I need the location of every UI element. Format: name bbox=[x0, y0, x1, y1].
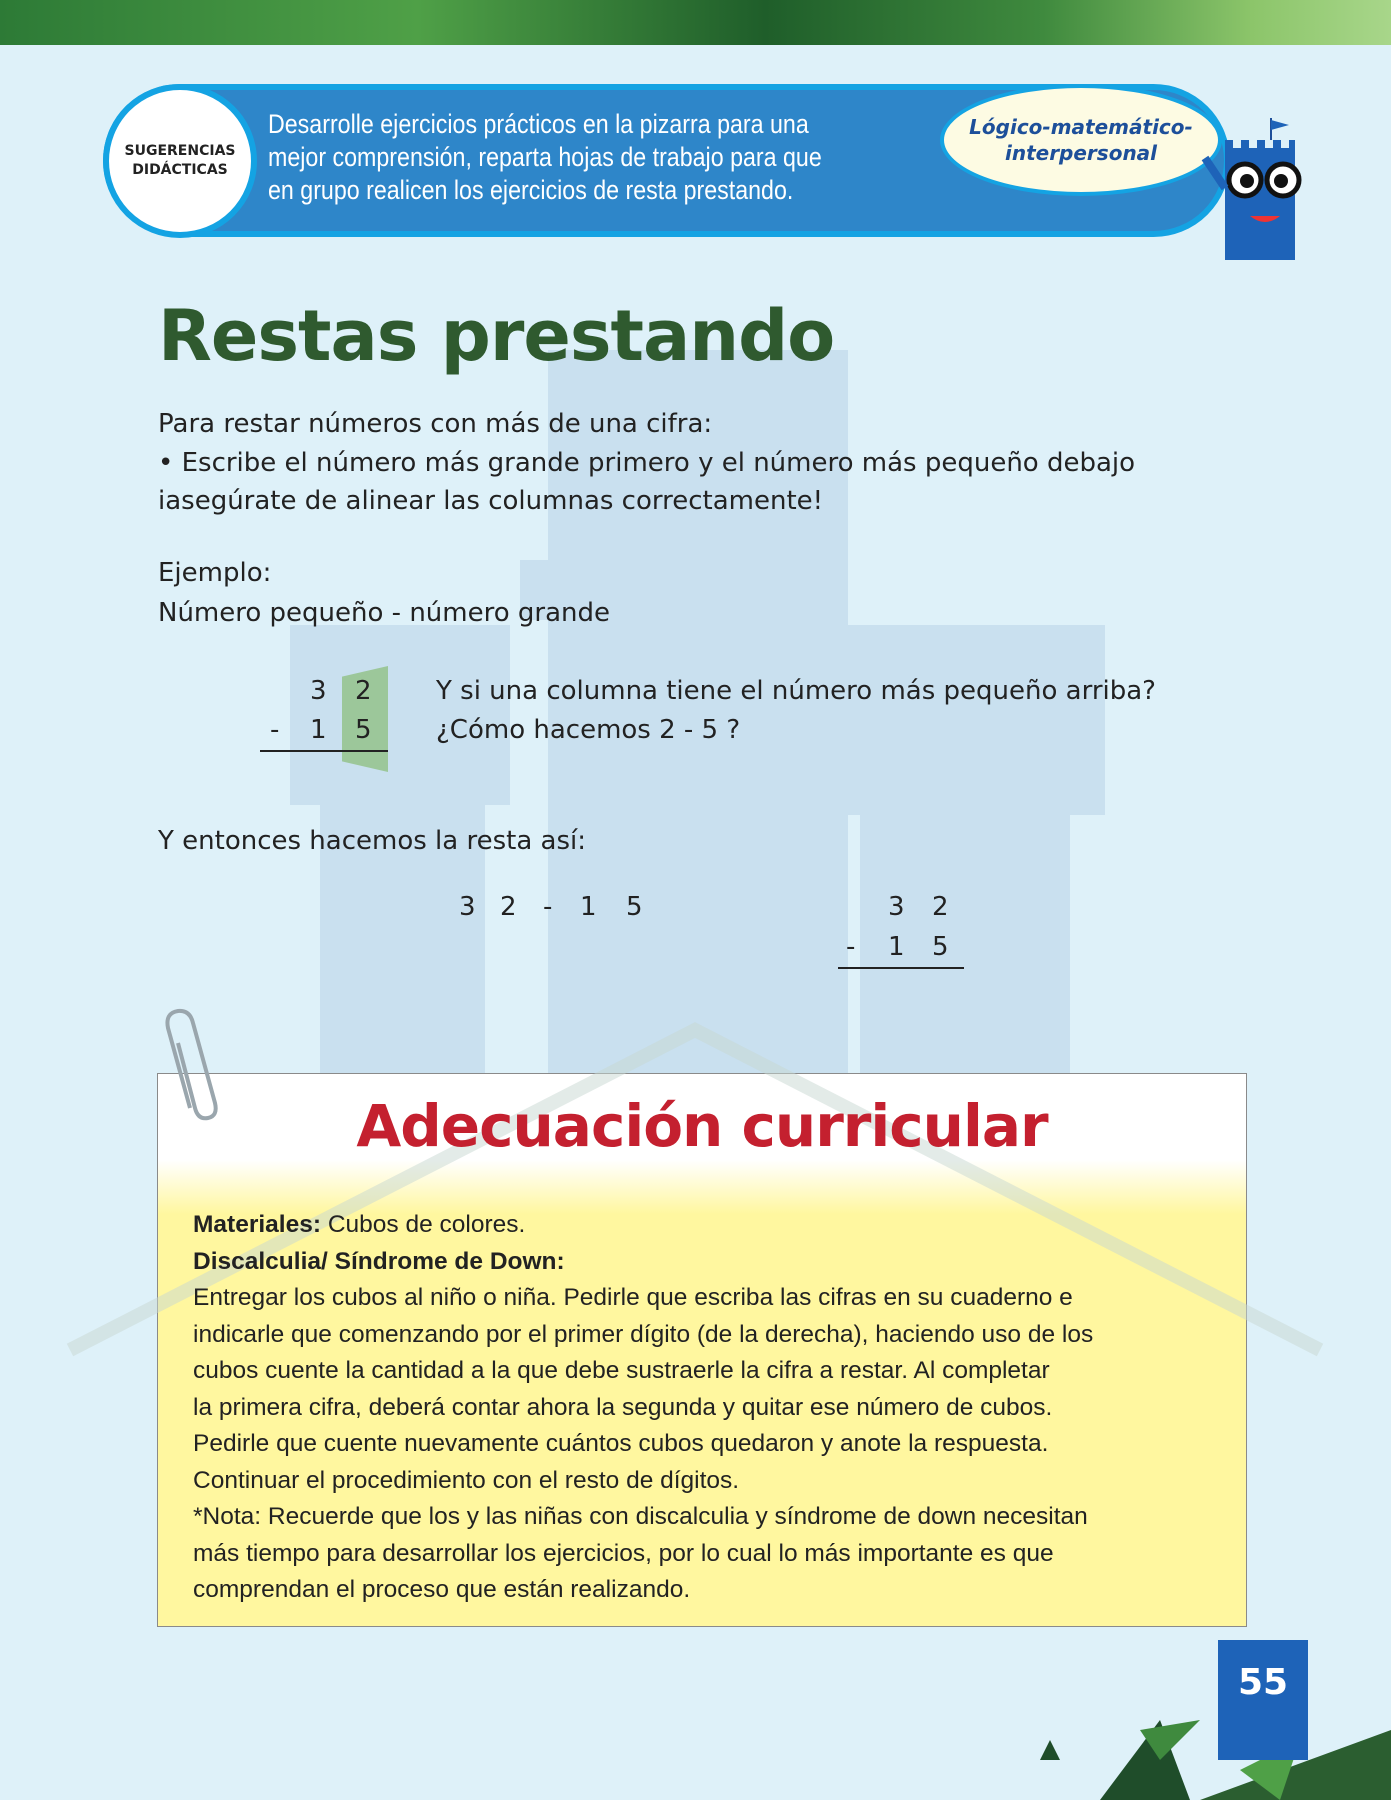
digit: 1 bbox=[888, 932, 905, 962]
decorative-triangles bbox=[1040, 1700, 1391, 1800]
condition-label: Discalculia/ Síndrome de Down: bbox=[193, 1247, 565, 1275]
then-label: Y entonces hacemos la resta así: bbox=[158, 826, 586, 856]
page-number-badge bbox=[1218, 1640, 1308, 1760]
suggestions-text bbox=[268, 108, 822, 207]
body-line: comprendan el proceso que están realizando. bbox=[193, 1576, 691, 1603]
digit: 3 bbox=[310, 676, 327, 706]
castle-mascot-icon bbox=[1195, 118, 1310, 260]
digit: 1 bbox=[580, 892, 597, 922]
curricular-title: Adecuación curricular bbox=[356, 1092, 1048, 1160]
suggestions-label bbox=[103, 84, 257, 238]
tag-line1: Lógico-matemático- bbox=[969, 115, 1193, 139]
example-subtitle: Número pequeño - número grande bbox=[158, 598, 610, 628]
digit: 2 bbox=[932, 892, 949, 922]
materials-value: Cubos de colores. bbox=[321, 1211, 526, 1238]
digit: 3 bbox=[459, 892, 476, 922]
digit: 2 bbox=[355, 676, 372, 706]
suggestions-label-line1: SUGERENCIAS bbox=[124, 143, 236, 159]
body-line: *Nota: Recuerde que los y las niñas con discalculia y síndrome de down necesitan bbox=[193, 1503, 1088, 1530]
example-label: Ejemplo: bbox=[158, 558, 272, 588]
digit: 3 bbox=[888, 892, 905, 922]
page-title: Restas prestando bbox=[158, 295, 835, 377]
curricular-body bbox=[193, 1207, 1093, 1609]
intro-line: Para restar números con más de una cifra: bbox=[158, 409, 713, 439]
suggestions-line: Desarrolle ejercicios prácticos en la pizarra para una bbox=[268, 109, 809, 139]
materials-line bbox=[193, 1207, 1093, 1244]
body-line: indicarle que comenzando por el primer dígito (de la derecha), haciendo uso de los bbox=[193, 1320, 1094, 1348]
minus-sign: - bbox=[543, 892, 553, 922]
body-line: Continuar el procedimiento con el resto de dígitos. bbox=[193, 1466, 740, 1494]
decorative-header-band bbox=[0, 0, 1391, 45]
digit: 5 bbox=[932, 932, 949, 962]
sum-line bbox=[838, 967, 964, 969]
sum-line bbox=[260, 750, 388, 752]
body-line: Entregar los cubos al niño o niña. Pedirle que escriba las cifras en su cuaderno e bbox=[193, 1284, 1073, 1311]
body-line: cubos cuente la cantidad a la que debe sustraerle la cifra a restar. Al completar bbox=[193, 1357, 1050, 1384]
digit: 5 bbox=[355, 715, 372, 745]
question-line: Y si una columna tiene el número más pequeño arriba? bbox=[436, 676, 1156, 706]
body-line: más tiempo para desarrollar los ejercicios, por lo cual lo más importante es que bbox=[193, 1539, 1054, 1567]
suggestions-label-line2: DIDÁCTICAS bbox=[132, 162, 228, 178]
minus-sign: - bbox=[846, 932, 856, 962]
intelligence-tag bbox=[940, 84, 1222, 196]
digit: 2 bbox=[500, 892, 517, 922]
suggestions-line: mejor comprensión, reparta hojas de trabajo para que bbox=[268, 142, 822, 172]
body-line: la primera cifra, deberá contar ahora la segunda y quitar ese número de cubos. bbox=[193, 1393, 1053, 1421]
digit: 1 bbox=[310, 715, 327, 745]
intro-line: iasegúrate de alinear las columnas correctamente! bbox=[158, 486, 824, 516]
materials-label: Materiales: bbox=[193, 1211, 322, 1238]
page-number: 55 bbox=[1237, 1662, 1289, 1703]
body-line: Pedirle que cuente nuevamente cuántos cubos quedaron y anote la respuesta. bbox=[193, 1430, 1049, 1457]
digit: 5 bbox=[626, 892, 643, 922]
minus-sign: - bbox=[270, 715, 280, 745]
tag-line2: interpersonal bbox=[1004, 141, 1158, 165]
question-line: ¿Cómo hacemos 2 - 5 ? bbox=[436, 715, 741, 745]
intro-text bbox=[158, 405, 1135, 521]
intro-line: • Escribe el número más grande primero y el número más pequeño debajo bbox=[158, 447, 1136, 478]
suggestions-line: en grupo realicen los ejercicios de resta prestando. bbox=[268, 175, 794, 205]
